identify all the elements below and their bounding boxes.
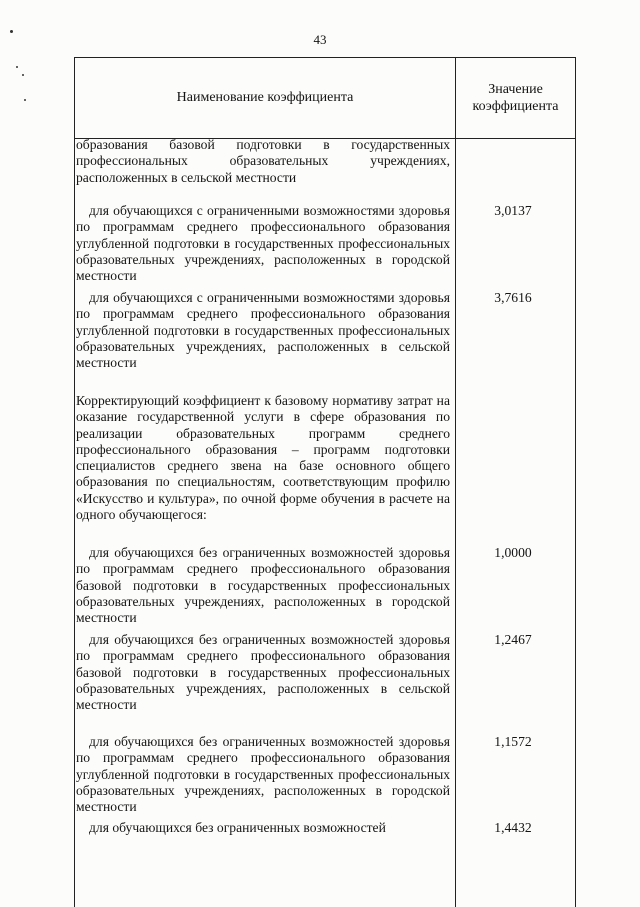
table-row [76,393,450,523]
coefficient-description: для обучающихся без ограниченных возможностей [89,820,386,835]
coefficient-value: 1,4432 [494,820,532,835]
coefficient-description: для обучающихся без ограниченных возможностей здоровья по программам среднего профессионального образования базовой подготовки в государственных профессиональных образовательных учреждениях, расположенных в городской местности [76,545,450,626]
table-row [76,137,450,186]
coefficient-description: для обучающихся без ограниченных возможностей здоровья по программам среднего профессионального образования базовой подготовки в государственных профессиональных образовательных учреждениях, расположенных в сельской местности [76,632,450,713]
coefficient-value: 3,0137 [494,203,532,218]
table-row [76,545,450,626]
scan-speck [10,30,13,33]
coefficient-description: Корректирующий коэффициент к базовому нормативу затрат на оказание государственной услуги в сфере образования по реализации образовательных программ среднего профессионального образования – программ подготовки специалистов среднего звена на базе основного общего образования по специальностям, соответствующим профилю «Искусство и культура», по очной форме обучения в расчете на одного обучающегося: [76,393,450,523]
column-divider [455,57,456,907]
table-header [75,57,575,139]
coefficient-value: 1,2467 [494,632,532,647]
header-coefficient-name: Наименование коэффициента [176,90,354,105]
coefficient-description: для обучающихся без ограниченных возможностей здоровья по программам среднего профессионального образования углубленной подготовки в государственных профессиональных образовательных учреждениях, расположенных в городской местности [76,734,450,815]
coefficient-value: 3,7616 [494,290,532,305]
table-row [76,734,450,815]
coefficient-description: для обучающихся с ограниченными возможностями здоровья по программам среднего профессионального образования углубленной подготовки в государственных профессиональных образовательных учреждениях, расположенных в сельской местности [76,290,450,371]
coefficient-description: для обучающихся с ограниченными возможностями здоровья по программам среднего профессионального образования углубленной подготовки в государственных профессиональных образовательных учреждениях, расположенных в городской местности [76,203,450,284]
scan-speck [16,66,18,68]
table-row [76,290,450,371]
table-row [76,203,450,284]
scan-speck [22,74,24,76]
table-row [76,632,450,713]
coefficient-value: 1,0000 [494,545,532,560]
table-row [76,820,450,836]
header-value-line1: Значение [488,82,543,97]
header-value-line2: коэффициента [472,99,559,114]
coefficient-description: образования базовой подготовки в государственных профессиональных образовательных учреждениях, расположенных в сельской местности [76,137,450,185]
header-coefficient-value [456,58,575,138]
coefficient-value: 1,1572 [494,734,532,749]
page-number: 43 [313,32,327,47]
scan-speck [24,99,26,101]
